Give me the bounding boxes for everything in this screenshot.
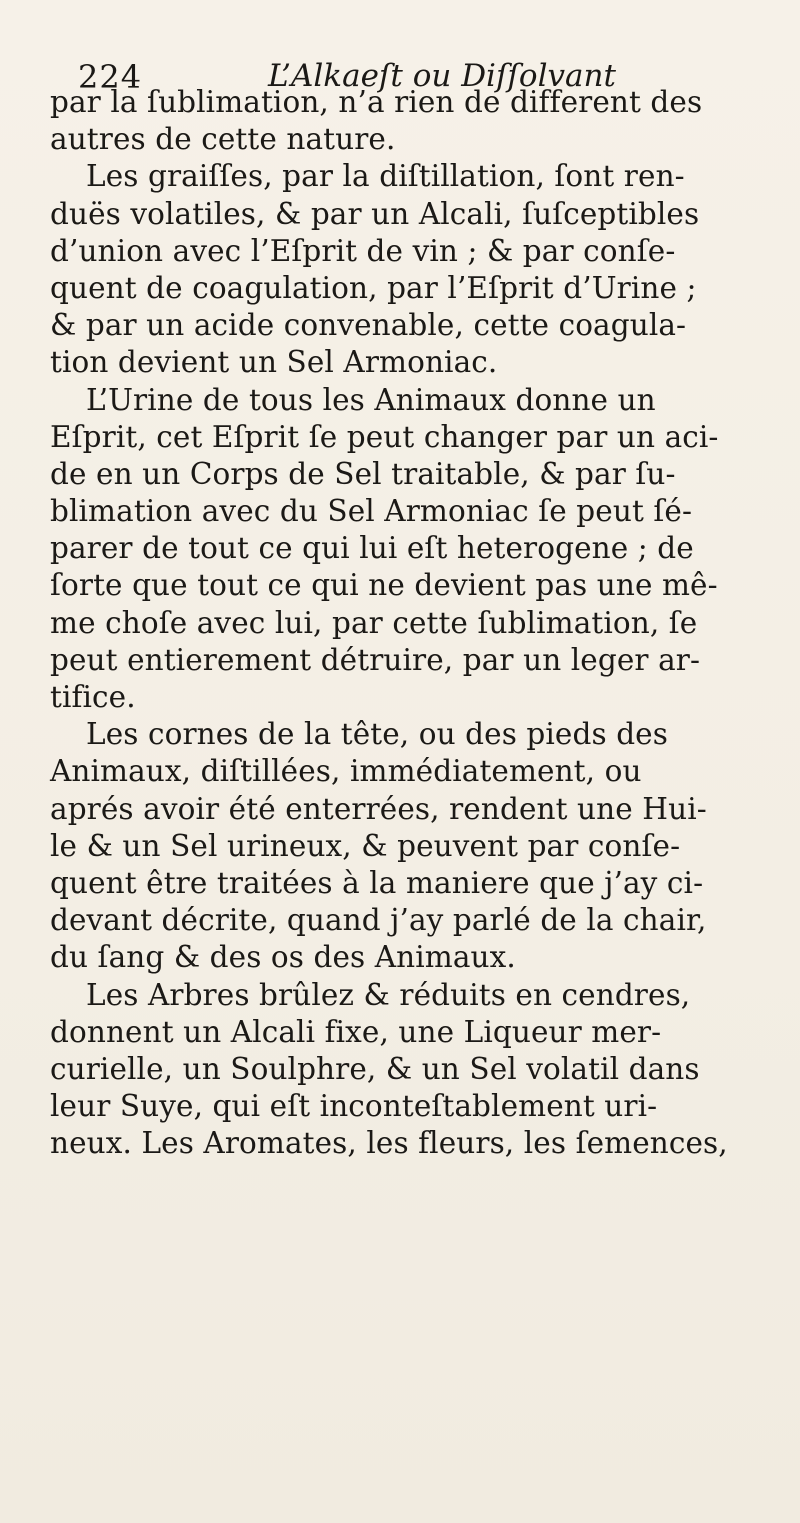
text-line: quent de coagulation, par l’Eſprit d’Urine ;	[50, 270, 697, 305]
running-title: L’Alkaeſt ou Diſſolvant	[268, 58, 616, 94]
text-line: Les Arbres brûlez & réduits en cendres,	[86, 977, 691, 1012]
text-line: peut entierement détruire, par un leger ar-	[50, 642, 701, 677]
text-line: parer de tout ce qui lui eſt heterogene ; de	[50, 531, 694, 566]
text-line: Animaux, diſtillées, immédiatement, ou	[50, 754, 642, 789]
text-line: tifice.	[50, 680, 136, 714]
text-line: blimation avec du Sel Armoniac ſe peut ſé-	[50, 494, 693, 529]
text-line: devant décrite, quand j’ay parlé de la chair,	[50, 903, 707, 938]
text-line: donnent un Alcali fixe, une Liqueur mer-	[50, 1014, 662, 1049]
text-line: aprés avoir été enterrées, rendent une Hui-	[50, 791, 707, 826]
text-line: du ſang & des os des Animaux.	[50, 940, 516, 975]
text-line: L’Urine de tous les Animaux donne un	[86, 382, 656, 417]
text-line: tion devient un Sel Armoniac.	[50, 345, 498, 380]
text-line: curielle, un Soulphre, & un Sel volatil dans	[50, 1051, 700, 1086]
text-line: de en un Corps de Sel traitable, & par ſu-	[50, 456, 676, 491]
text-line: & par un acide convenable, cette coagula-	[50, 308, 687, 343]
text-line: par la ſublimation, n’a rien de different des	[50, 85, 703, 119]
text-line: Eſprit, cet Eſprit ſe peut changer par un aci-	[50, 419, 719, 454]
body-text	[50, 84, 770, 1162]
text-line: neux. Les Aromates, les fleurs, les ſemences,	[50, 1126, 728, 1161]
text-line: leur Suye, qui eſt inconteſtablement uri-	[50, 1089, 658, 1124]
text-line: autres de cette nature.	[50, 122, 396, 157]
text-line: me choſe avec lui, par cette ſublimation, ſe	[50, 605, 698, 640]
page-number: 224	[78, 58, 143, 96]
text-line: quent être traitées à la maniere que j’ay ci-	[50, 865, 704, 900]
text-line: Les graiſſes, par la diſtillation, ſont ren-	[86, 159, 685, 194]
text-line: ſorte que tout ce qui ne devient pas une mê-	[50, 568, 718, 603]
text-line: d’union avec l’Eſprit de vin ; & par conſe-	[50, 233, 676, 268]
text-line: le & un Sel urineux, & peuvent par conſe-	[50, 828, 681, 863]
text-line: Les cornes de la tête, ou des pieds des	[86, 717, 668, 752]
text-line: duës volatiles, & par un Alcali, ſuſceptibles	[50, 196, 700, 231]
